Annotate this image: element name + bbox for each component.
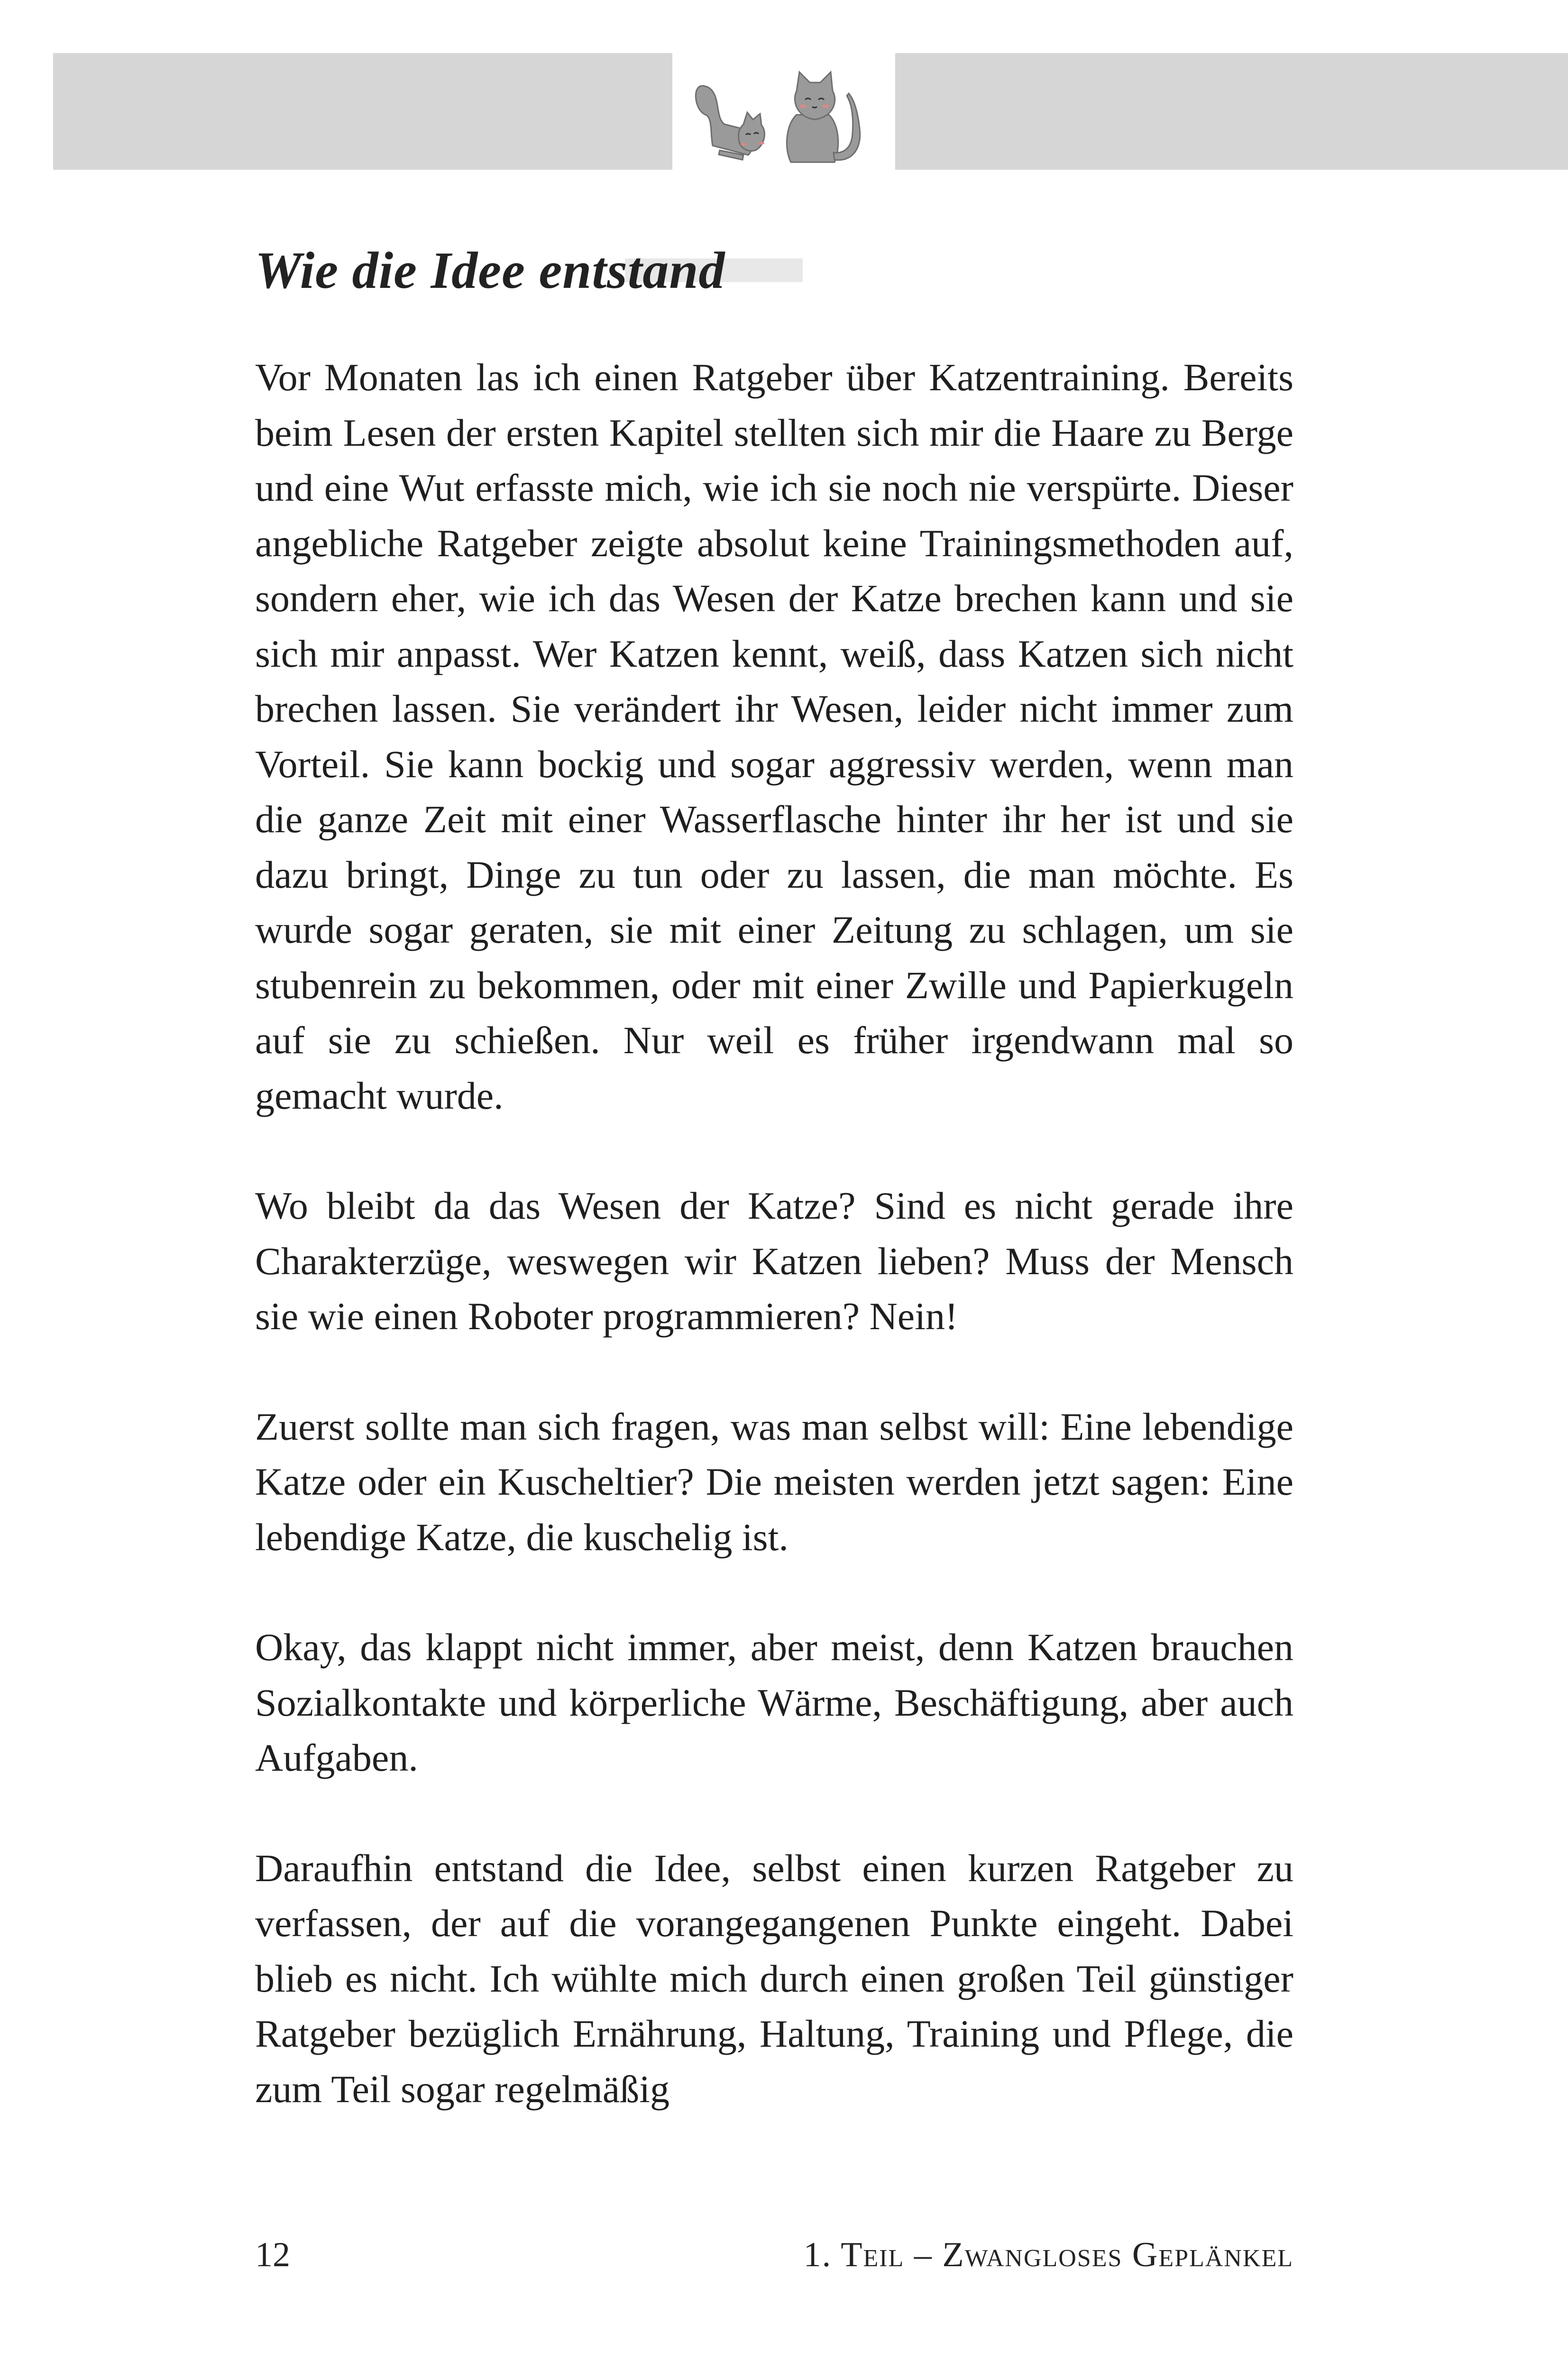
chapter-title: Wie die Idee entstand [255, 241, 725, 299]
paragraph: Zuerst sollte man sich fragen, was man selbst will: Eine lebendige Katze oder ein Kuscheltier? Die meisten werden jetzt sagen: Eine lebendige Katze, die kuschelig ist. [255, 1405, 1293, 1559]
running-head: 1. Teil – Zwangloses Geplänkel [803, 2235, 1293, 2274]
paragraph: Daraufhin entstand die Idee, selbst einen kurzen Ratgeber zu verfassen, der auf die vorangegangenen Punkte eingeht. Dabei blieb es nicht. Ich wühlte mich durch einen großen Teil günstiger Ratgeber bezüglich Ernährung, Haltung, Training und Pflege, die zum Teil sogar regelmäßig [255, 1846, 1293, 2111]
body-text [255, 350, 1293, 2117]
page-number: 12 [255, 2235, 290, 2274]
paragraph: Vor Monaten las ich einen Ratgeber über Katzentraining. Bereits beim Lesen der ersten Kapitel stellten sich mir die Haare zu Berge und eine Wut erfasste mich, wie ich sie noch nie verspürte. Dieser angebliche Ratgeber zeigte absolut keine Trainingsmethoden auf, sondern eher, wie ich das Wesen der Katze brechen kann und sie sich mir anpasst. Wer Katzen kennt, weiß, dass Katzen sich nicht brechen lassen. Sie verändert ihr Wesen, leider nicht immer zum Vorteil. Sie kann bockig und sogar aggressiv werden, wenn man die ganze Zeit mit einer Wasserflasche hinter ihr her ist und sie dazu bringt, Dinge zu tun oder zu lassen, die man möchte. Es wurde sogar geraten, sie mit einer Zeitung zu schlagen, um sie stubenrein zu bekommen, oder mit einer Zwille und Papierkugeln auf sie zu schießen. Nur weil es früher irgendwann mal so gemacht wurde. [255, 356, 1293, 1117]
paragraph: Okay, das klappt nicht immer, aber meist, denn Katzen brauchen Sozialkontakte und körperliche Wärme, Beschäftigung, aber auch Aufgaben. [255, 1626, 1293, 1779]
two-cats-icon [672, 53, 895, 170]
paragraph: Wo bleibt da das Wesen der Katze? Sind es nicht gerade ihre Charakterzüge, weswegen wir Katzen lieben? Muss der Mensch sie wie einen Roboter programmieren? Nein! [255, 1184, 1293, 1338]
page-footer [255, 2229, 1293, 2281]
